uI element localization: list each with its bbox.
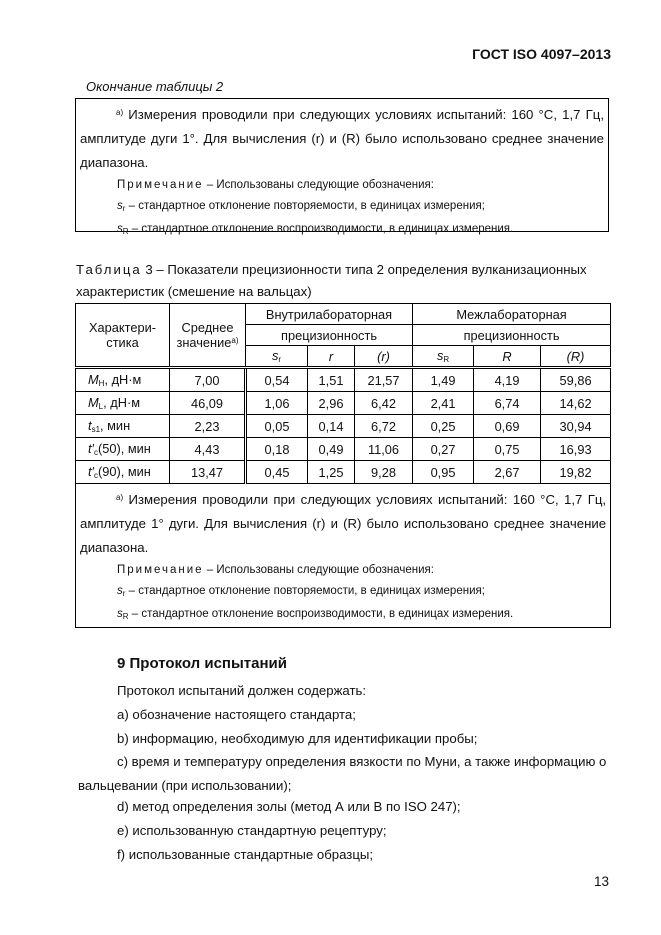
header-r-rel: (r) [355,346,413,368]
row-characteristic: $t_{s1}$, мин [76,415,170,438]
cell-r: 0,49 [308,438,355,461]
list-item: a) обозначение настоящего стандарта; [117,707,356,722]
note-label: Примечание [117,179,204,191]
header-sr: $s_r$ [246,346,308,368]
row-characteristic: $t'_c(90)$, мин [76,461,170,484]
cell-r-rel: 11,06 [355,438,413,461]
header-r: r [308,346,355,368]
header-interlab-2: прецизионность [413,325,611,346]
section-intro: Протокол испытаний должен содержать: [117,683,367,698]
row-characteristic: $M_H$, дН·м [76,368,170,392]
cell-sR: 0,95 [413,461,474,484]
header-intralab-2: прецизионность [246,325,413,346]
list-item: с) время и температуру определения вязкости по Муни, а также информацию о вальцевании (при использовании); [78,754,607,793]
header-mean: Среднее значение$^{a)}$ [170,304,246,368]
cell-R: 2,67 [474,461,541,484]
cell-r-rel: 21,57 [355,368,413,392]
cell-mean: 46,09 [170,392,246,415]
cell-sR: 2,41 [413,392,474,415]
cell-r: 1,25 [308,461,355,484]
header-intralab: Внутрилабораторная [246,304,413,325]
section-heading: 9 Протокол испытаний [117,655,287,672]
table2-note-sR: $s_R$ – стандартное отклонение воспроизводимости, в единицах измерения. [117,223,514,236]
table2-note [76,175,608,196]
table3-header-row-1 [76,304,611,325]
table-row [76,438,611,461]
table3-note [76,560,610,581]
table3-title [76,259,610,303]
cell-mean: 4,43 [170,438,246,461]
cell-r-rel: 6,72 [355,415,413,438]
cell-r-rel: 6,42 [355,392,413,415]
footnote-mark: a) [116,108,124,117]
note-text: – Использованы следующие обозначения: [203,179,434,191]
cell-sR: 1,49 [413,368,474,392]
cell-r-rel: 9,28 [355,461,413,484]
table3-title-text: 3 – Показатели прецизионности типа 2 определения вулканизационных характеристик (смешение на вальцах) [76,262,587,299]
header-interlab: Межлабораторная [413,304,611,325]
table2-footnote-box [75,98,609,236]
table-row [76,461,611,484]
header-R-rel: (R) [541,346,611,368]
cell-R: 0,75 [474,438,541,461]
cell-R-rel: 59,86 [541,368,611,392]
table3-footnote-cell [76,484,611,628]
cell-R-rel: 30,94 [541,415,611,438]
note-text: – Использованы следующие обозначения: [203,564,434,576]
cell-sr: 0,05 [246,415,308,438]
cell-sr: 0,54 [246,368,308,392]
cell-sR: 0,25 [413,415,474,438]
table-continuation-caption: Окончание таблицы 2 [86,79,224,94]
table3-note-sr: $s_r$ – стандартное отклонение повторяемости, в единицах измерения; [117,585,485,598]
cell-sr: 0,18 [246,438,308,461]
cell-mean: 7,00 [170,368,246,392]
cell-mean: 13,47 [170,461,246,484]
cell-r: 2,96 [308,392,355,415]
table3-title-label: Таблица [76,262,142,277]
header-characteristic: Характери- стика [76,304,170,368]
footnote-mark: a) [116,493,124,502]
table2-note-sr: $s_r$ – стандартное отклонение повторяемости, в единицах измерения; [117,200,485,213]
footnote-text: Измерения проводили при следующих условиях испытаний: 160 °С, 1,7 Гц, амплитуде 1° дуги. Для вычисления (r) и (R) было использовано среднее значение диапазона. [80,492,607,555]
row-characteristic: $M_L$, дН·м [76,392,170,415]
header-R: R [474,346,541,368]
cell-R-rel: 19,82 [541,461,611,484]
list-item: е) использованную стандартную рецептуру; [117,823,387,838]
table-row [76,415,611,438]
footnote-text: Измерения проводили при следующих условиях испытаний: 160 °С, 1,7 Гц, амплитуде дуги 1°. Для вычисления (r) и (R) было использовано среднее значение диапазона. [80,107,604,170]
list-item: b) информацию, необходимую для идентификации пробы; [117,731,478,746]
cell-R-rel: 16,93 [541,438,611,461]
list-item: d) метод определения золы (метод А или В по ISO 247); [117,799,461,814]
cell-R: 6,74 [474,392,541,415]
standard-designation: ГОСТ ISO 4097–2013 [472,46,611,62]
table-row [76,392,611,415]
row-characteristic: $t'_c(50)$, мин [76,438,170,461]
header-sR: $s_R$ [413,346,474,368]
cell-r: 1,51 [308,368,355,392]
list-item: f) использованные стандартные образцы; [117,847,374,862]
cell-R-rel: 14,62 [541,392,611,415]
page-number: 13 [593,874,609,889]
cell-sR: 0,27 [413,438,474,461]
table3-footnote [76,484,610,560]
cell-sr: 1,06 [246,392,308,415]
table3-note-sR: $s_R$ – стандартное отклонение воспроизводимости, в единицах измерения. [117,608,514,621]
cell-R: 0,69 [474,415,541,438]
cell-R: 4,19 [474,368,541,392]
note-label: Примечание [117,564,204,576]
table2-footnote [76,99,608,175]
cell-r: 0,14 [308,415,355,438]
table3-footnote-row [76,484,611,628]
table-row [76,368,611,392]
table3 [75,303,611,628]
cell-mean: 2,23 [170,415,246,438]
cell-sr: 0,45 [246,461,308,484]
